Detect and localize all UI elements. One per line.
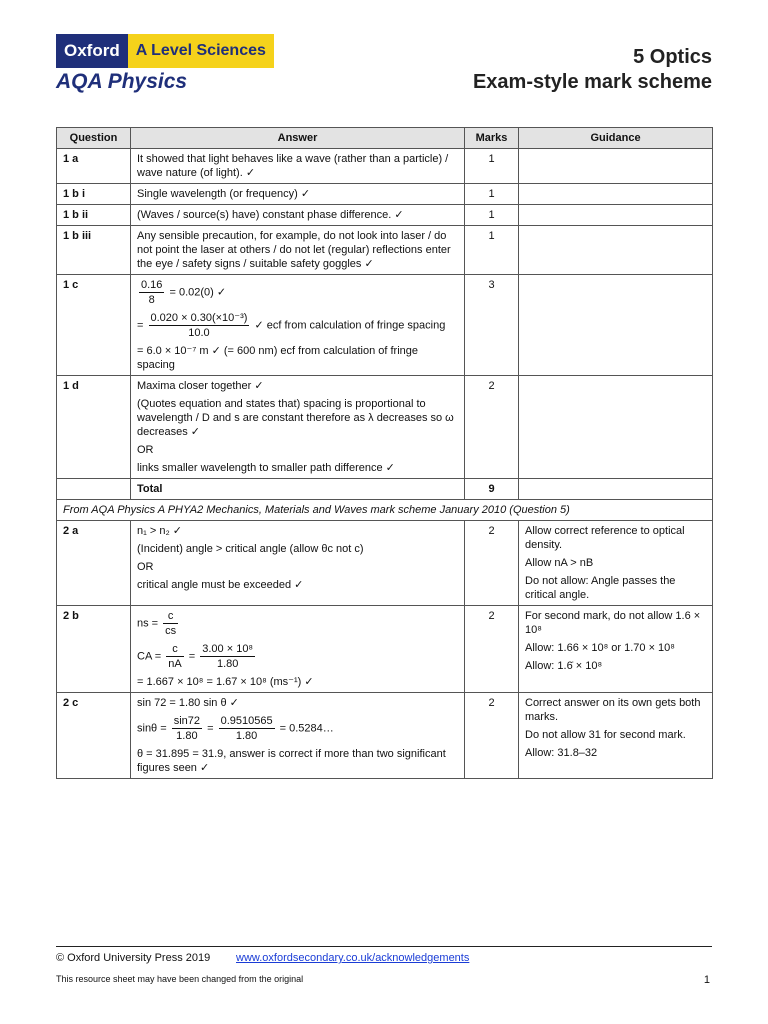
header-question: Question [57,128,131,149]
table-row [57,521,713,606]
mark-scheme-table [56,127,713,779]
question-cell: 1 b ii [57,205,131,226]
answer-cell [131,606,465,693]
answer-line: (Incident) angle > critical angle (allow θc not c) [137,543,364,555]
series-title: AQA Physics [56,70,188,93]
oxford-logo [56,34,274,68]
table-row [57,606,713,693]
footer-divider [56,946,712,947]
guidance-line: Do not allow: Angle passes the critical angle. [525,575,676,601]
fraction [149,311,250,340]
question-cell: 1 a [57,149,131,184]
marks-cell: 2 [465,376,519,479]
marks-cell: 2 [465,693,519,779]
guidance-cell [519,226,713,275]
guidance-cell [519,205,713,226]
guidance-cell [519,184,713,205]
question-cell: 2 c [57,693,131,779]
answer-line: Maxima closer together ✓ [137,380,264,392]
answer-cell [131,521,465,606]
table-row [57,184,713,205]
equation-lhs: ns = [137,617,159,630]
answer-line: critical angle must be exceeded ✓ [137,579,304,591]
table-row [57,226,713,275]
source-note: From AQA Physics A PHYA2 Mechanics, Materials and Waves mark scheme January 2010 (Question 5) [57,500,713,521]
marks-cell: 1 [465,149,519,184]
guidance-line: Allow: 31.8–32 [525,747,598,759]
denominator: cs [165,625,177,637]
equals-sign: = [137,319,144,332]
equals-sign: = [188,650,196,663]
table-row [57,149,713,184]
equation-text: = 0.02(0) ✓ [169,286,227,299]
question-cell: 1 b i [57,184,131,205]
guidance-line: Allow: 1.66 × 10⁸ or 1.70 × 10⁸ [525,642,675,654]
question-cell: 1 b iii [57,226,131,275]
total-row [57,479,713,500]
question-cell [57,479,131,500]
guidance-line: Correct answer on its own gets both marks. [525,697,701,723]
answer-line: OR [137,444,154,456]
answer-line [137,278,458,307]
marks-cell: 2 [465,606,519,693]
marks-cell: 2 [465,521,519,606]
denominator: 8 [148,294,155,306]
header-guidance: Guidance [519,128,713,149]
denominator: 1.80 [235,730,258,742]
denominator: nA [168,658,182,670]
question-cell: 2 b [57,606,131,693]
answer-cell: Any sensible precaution, for example, do not look into laser / do not point the laser at others / do not let (regular) reflections enter the eye / safety signs / suitable safety goggles ✓ [131,226,465,275]
fraction [172,714,202,743]
marks-cell: 3 [465,275,519,376]
logo-brand: Oxford [56,34,128,68]
numerator: c [163,609,178,624]
answer-cell [131,376,465,479]
answer-line: (Quotes equation and states that) spacing is proportional to wavelength / D and s are constant therefore as λ decreases so ω decreases ✓ [137,398,454,438]
guidance-cell [519,693,713,779]
table-row [57,693,713,779]
answer-line: θ = 31.895 = 31.9, answer is correct if more than two significant figures seen ✓ [137,748,446,774]
logo-product: A Level Sciences [128,34,274,68]
numerator: 3.00 × 10⁸ [202,643,254,655]
marks-cell: 1 [465,226,519,275]
answer-line [137,714,458,743]
answer-cell [131,275,465,376]
answer-line [137,642,458,671]
table-row [57,275,713,376]
answer-cell: It showed that light behaves like a wave (rather than a particle) / wave nature (of light). ✓ [131,149,465,184]
answer-line: sin 72 = 1.80 sin θ ✓ [137,697,239,709]
answer-line: OR [137,561,154,573]
numerator: c [166,642,183,657]
total-label: Total [131,479,465,500]
answer-line [137,609,458,638]
fraction [200,642,255,671]
page-number: 1 [703,974,710,986]
denominator: 10.0 [188,327,210,339]
guidance-cell [519,479,713,500]
guidance-cell [519,275,713,376]
chapter-title: 5 Optics [633,46,712,68]
equation-lhs: sinθ = [137,722,167,735]
guidance-cell [519,149,713,184]
equation-text: ✓ ecf from calculation of fringe spacing [254,319,446,332]
marks-cell: 1 [465,184,519,205]
guidance-line: Do not allow 31 for second mark. [525,729,686,741]
document-title: Exam-style mark scheme [472,71,712,93]
guidance-cell [519,521,713,606]
answer-line: n₁ > n₂ ✓ [137,525,183,537]
numerator: 0.9510565 [220,715,273,727]
guidance-line: Allow nA > nB [525,557,594,569]
table-row [57,376,713,479]
answer-line: = 6.0 × 10⁻⁷ m ✓ (= 600 nm) ecf from calculation of fringe spacing [137,345,418,371]
guidance-line: For second mark, do not allow 1.6 × 10⁸ [525,610,701,636]
source-row [57,500,713,521]
guidance-cell [519,376,713,479]
equation-text: = 0.5284… [279,722,334,735]
footer-note: This resource sheet may have been changed from the original [56,974,304,984]
answer-line: links smaller wavelength to smaller path difference ✓ [137,462,395,474]
copyright: © Oxford University Press 2019 [56,952,211,964]
numerator: 0.020 × 0.30(×10⁻³) [150,312,248,324]
denominator: 1.80 [216,658,239,670]
numerator: 0.16 [141,279,163,291]
fraction [163,609,178,638]
marks-cell: 1 [465,205,519,226]
question-cell: 2 a [57,521,131,606]
guidance-cell [519,606,713,693]
fraction [219,714,275,743]
denominator: 1.80 [176,730,198,742]
fraction [139,278,164,307]
table-row [57,205,713,226]
equals-sign: = [207,722,214,735]
table-header-row [57,128,713,149]
fraction [166,642,183,671]
guidance-line: Allow correct reference to optical density. [525,525,685,551]
answer-cell: Single wavelength (or frequency) ✓ [131,184,465,205]
guidance-line: Allow: 1.6̇ × 10⁸ [525,660,603,672]
question-cell: 1 d [57,376,131,479]
equation-lhs: CA = [137,650,162,663]
question-cell: 1 c [57,275,131,376]
acknowledgements-link[interactable]: www.oxfordsecondary.co.uk/acknowledgements [236,952,470,964]
header-marks: Marks [465,128,519,149]
answer-line [137,311,458,340]
answer-cell: (Waves / source(s) have) constant phase difference. ✓ [131,205,465,226]
numerator: sin72 [173,715,201,727]
answer-line: = 1.667 × 10⁸ = 1.67 × 10⁸ (ms⁻¹) ✓ [137,676,314,688]
header-answer: Answer [131,128,465,149]
total-marks: 9 [465,479,519,500]
answer-cell [131,693,465,779]
